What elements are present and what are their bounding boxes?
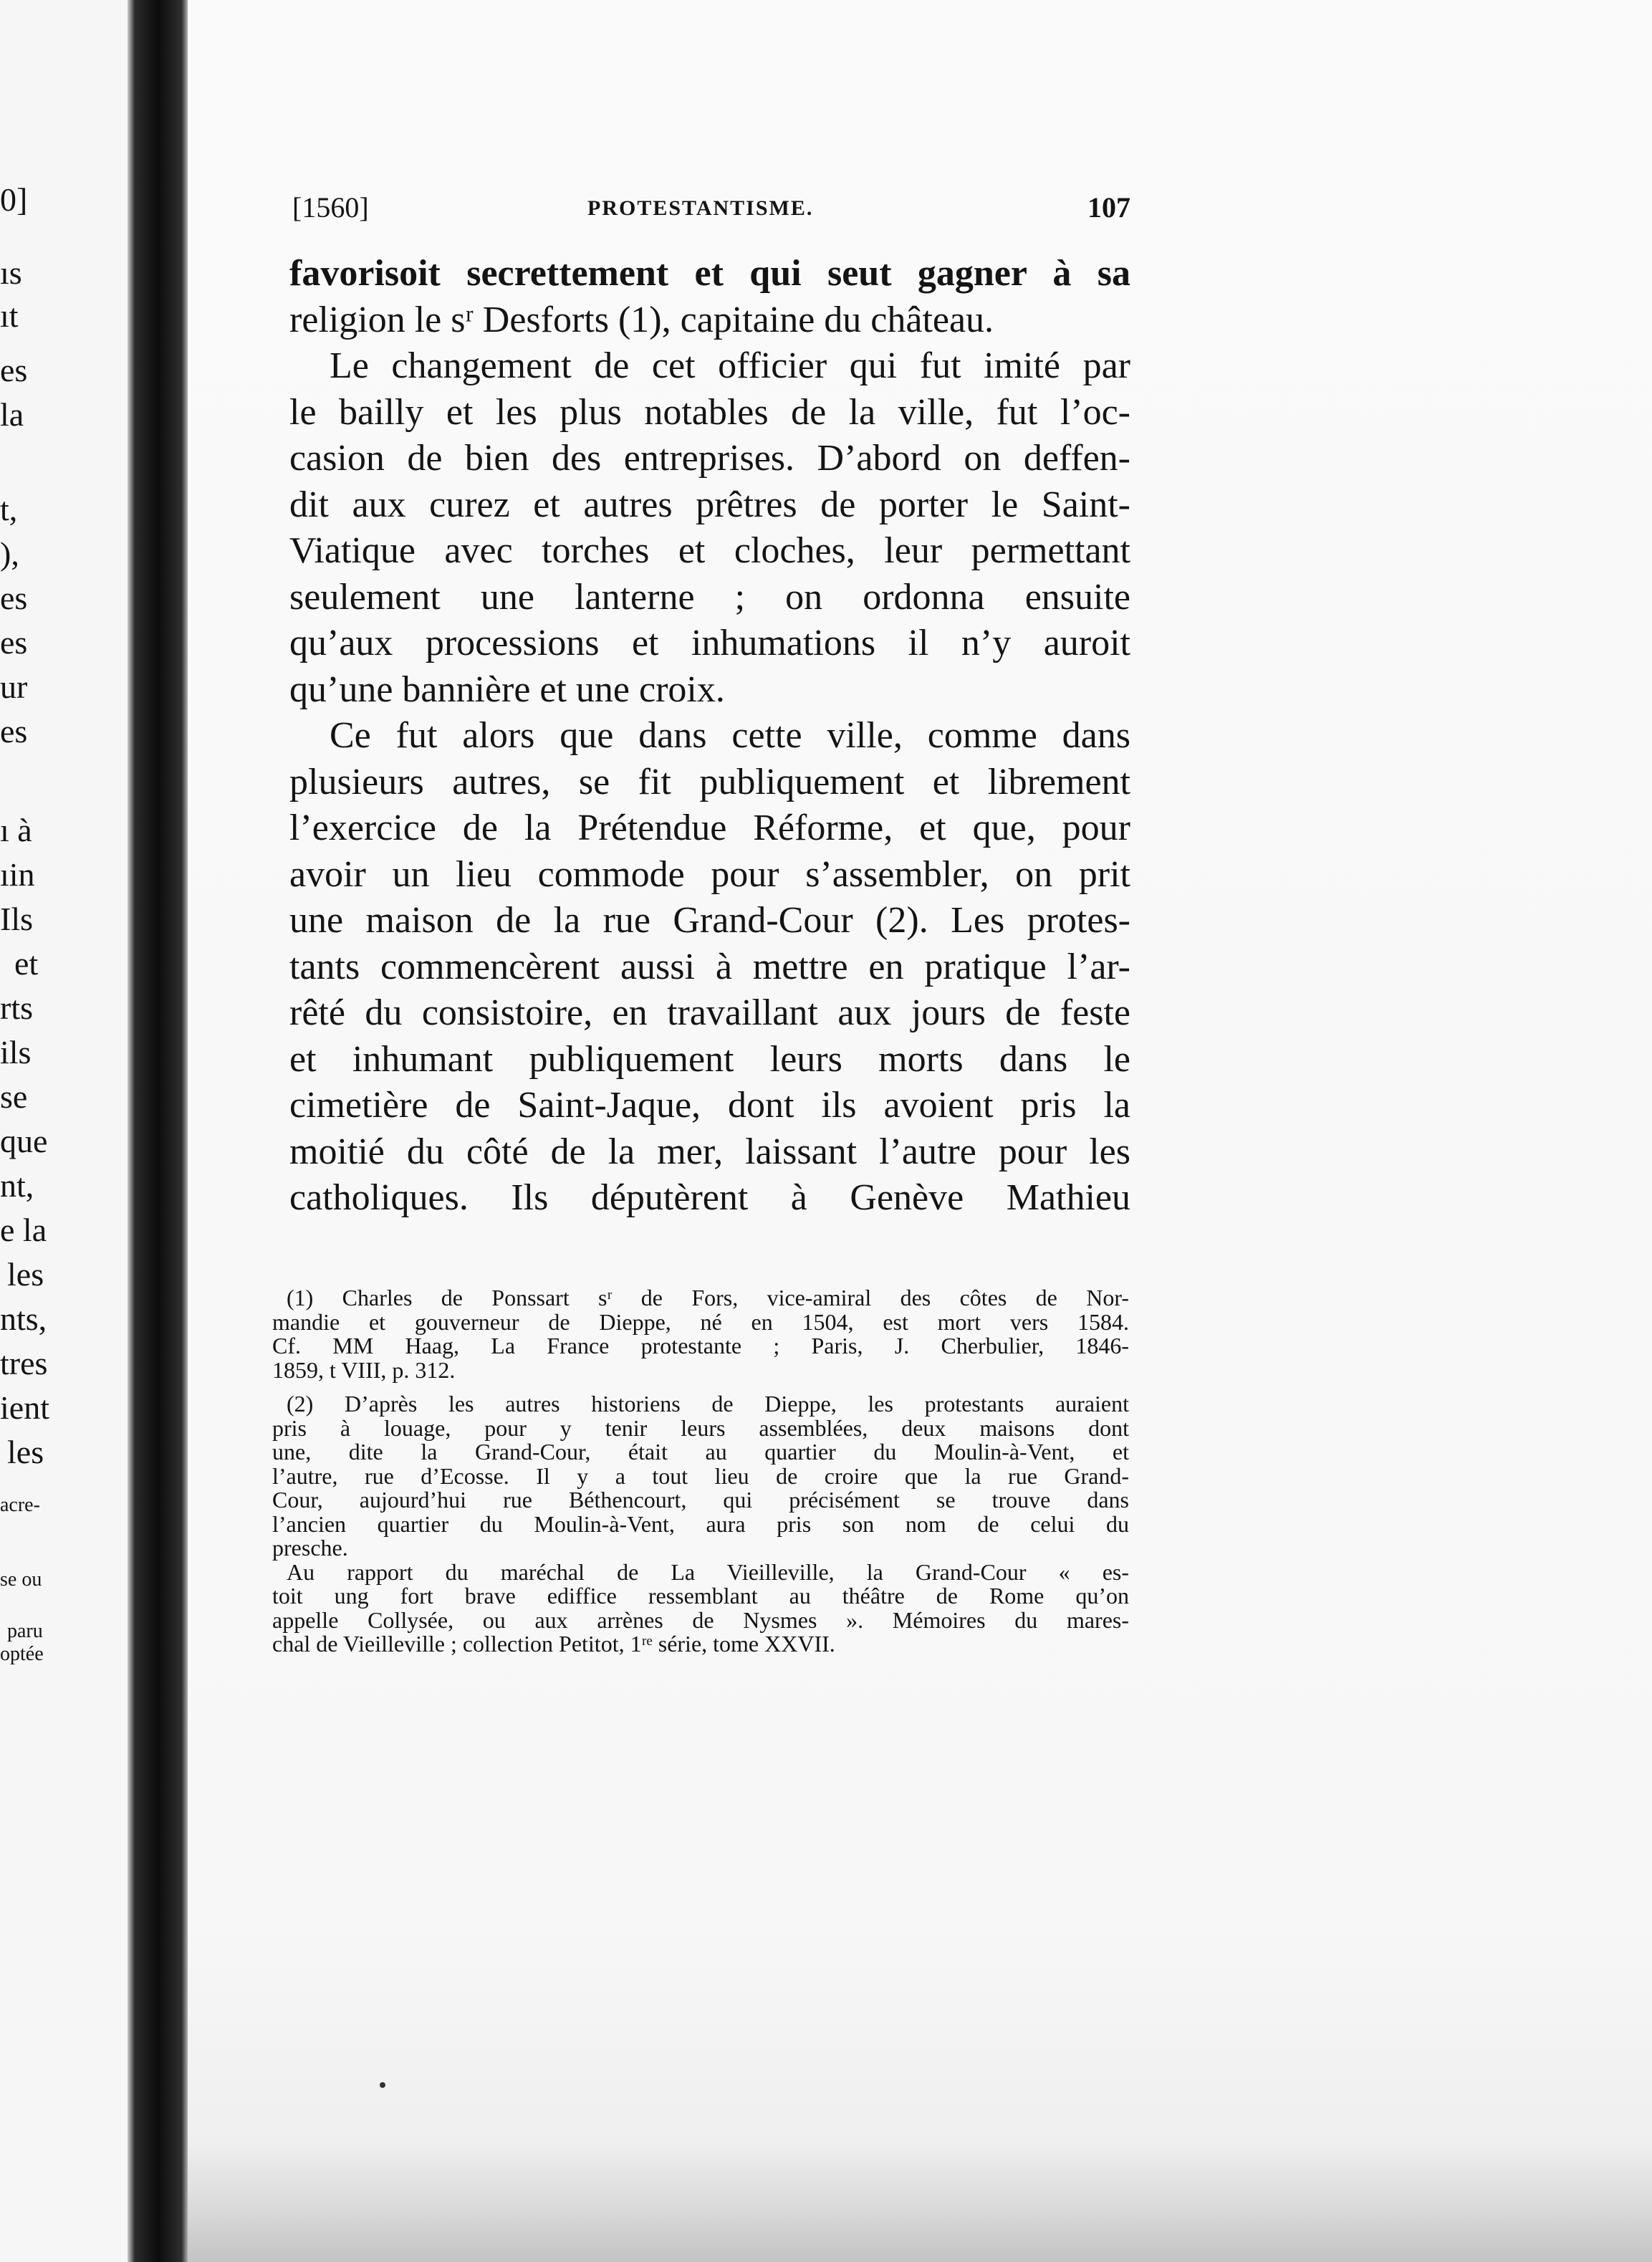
left-fragment: es (0, 580, 28, 616)
left-fragment: ıs (0, 254, 22, 291)
footnote-line: Cf. MM Haag, La France protestante ; Paris, J. Cherbulier, 1846- (272, 1333, 1129, 1358)
left-fragment: es (0, 624, 28, 661)
footnote-line: l’autre, rue d’Ecosse. Il y a tout lieu de croire que la rue Grand- (272, 1462, 1129, 1489)
left-fragment: rts (0, 989, 33, 1026)
footnote-line: chal de Vieilleville ; collection Petitot, 1ʳᵉ série, tome XXVII. (272, 1631, 835, 1657)
text-line: moitié du côté de la mer, laissant l’autre pour les (289, 1131, 1130, 1172)
text-line: l’exercice de la Prétendue Réforme, et que, pour (289, 807, 1130, 848)
left-fragment: t, (0, 491, 18, 527)
text-line: religion le sʳ Desforts (1), capitaine du château. (289, 299, 994, 340)
left-fragment: es (0, 352, 28, 388)
left-fragment: ı à (0, 812, 32, 848)
text-line: dit aux curez et autres prêtres de porter le Saint- (289, 484, 1130, 525)
book-spine-gutter (128, 0, 189, 2262)
footnotes (272, 1286, 1129, 1657)
left-fragment: ıin (0, 856, 35, 893)
text-line: seulement une lanterne ; on ordonna ensuite (289, 576, 1130, 618)
left-fragment: nts, (0, 1300, 47, 1337)
left-fragment: optée (0, 1643, 44, 1665)
footnote-line: appelle Collysée, ou aux arrènes de Nysmes ». Mémoires du mares- (272, 1606, 1129, 1633)
footnote-line: presche. (272, 1535, 348, 1561)
left-fragment: se ou (0, 1568, 42, 1591)
left-fragment: ), (0, 535, 19, 572)
text-line: Ce fut alors que dans cette ville, comme dans (330, 715, 1130, 756)
text-line: qu’une bannière et une croix. (289, 668, 725, 710)
left-fragment: se (0, 1078, 28, 1115)
footnote-line: (1) Charles de Ponssart sʳ de Fors, vice-amiral des côtes de Nor- (287, 1285, 1129, 1310)
text-line: Viatique avec torches et cloches, leur permettant (289, 530, 1130, 571)
left-fragment: que (0, 1123, 48, 1159)
footnote-line: l’ancien quartier du Moulin-à-Vent, aura pris son nom de celui du (272, 1510, 1129, 1537)
text-line: tants commencèrent aussi à mettre en pratique l’ar- (289, 946, 1130, 987)
text-line: catholiques. Ils députèrent à Genève Mathieu (289, 1177, 1130, 1218)
left-page-edge (0, 0, 129, 2262)
text-line: casion de bien des entreprises. D’abord on deffen- (289, 438, 1130, 479)
footnote-1 (272, 1286, 1129, 1382)
left-fragment: tres (0, 1345, 48, 1381)
left-fragment: la (0, 396, 24, 433)
text-line: une maison de la rue Grand-Cour (2). Les protes- (289, 900, 1130, 941)
footnote-line: (2) D’après les autres historiens de Dieppe, les protestants auraient (287, 1391, 1129, 1417)
footnote-line: pris à louage, pour y tenir leurs assemblées, deux maisons dont (272, 1414, 1129, 1441)
footnote-2 (272, 1392, 1129, 1561)
text-line: plusieurs autres, se fit publiquement et librement (289, 761, 1130, 802)
left-fragment: paru (7, 1620, 43, 1642)
text-line: rêté du consistoire, en travaillant aux jours de feste (289, 992, 1130, 1033)
footnote-line: Au rapport du maréchal de La Vieilleville, la Grand-Cour « es- (287, 1558, 1129, 1585)
footnote-2-continuation (272, 1558, 1129, 1657)
footnote-line: 1859, t VIII, p. 312. (272, 1356, 456, 1383)
footnote-line: une, dite la Grand-Cour, était au quartier du Moulin-à-Vent, et (272, 1439, 1129, 1465)
body-text (289, 251, 1130, 1222)
left-fragment: e la (0, 1212, 47, 1248)
left-fragment: ils (0, 1034, 32, 1070)
left-fragment: Ils (0, 901, 33, 937)
left-fragment: ıt (0, 297, 19, 334)
left-fragment: nt, (0, 1167, 34, 1204)
page-bottom-shadow (188, 2142, 1652, 2262)
left-fragment: les (7, 1256, 44, 1293)
page-number: 107 (1087, 191, 1130, 224)
left-fragment: ient (0, 1389, 49, 1426)
text-line: le bailly et les plus notables de la ville, fut l’oc- (289, 391, 1130, 433)
left-fragment: les (7, 1434, 44, 1470)
ink-speck (380, 2082, 385, 2088)
left-fragment: ur (0, 668, 28, 705)
text-line: qu’aux processions et inhumations il n’y auroit (289, 623, 1130, 663)
left-fragment: et (14, 945, 39, 982)
text-line: favorisoit secrettement et qui seut gagner à sa (289, 253, 1130, 294)
text-line: et inhumant publiquement leurs morts dans le (289, 1038, 1130, 1080)
left-fragment: acre- (0, 1494, 40, 1516)
footnote-line: Cour, aujourd’hui rue Béthencourt, qui précisément se trouve dans (272, 1487, 1129, 1513)
text-line: Le changement de cet officier qui fut imité par (330, 345, 1130, 386)
footnote-line: toit ung fort brave ediffice ressemblant au théâtre de Rome qu’on (272, 1583, 1129, 1609)
text-line: cimetière de Saint-Jaque, dont ils avoient pris la (289, 1085, 1130, 1126)
running-header-title: PROTESTANTISME. (587, 196, 814, 220)
running-header-year: [1560] (292, 191, 369, 224)
text-line: avoir un lieu commode pour s’assembler, on prit (289, 853, 1130, 895)
left-fragment: es (0, 713, 28, 749)
footnote-line: mandie et gouverneur de Dieppe, né en 1504, est mort vers 1584. (272, 1308, 1129, 1335)
left-fragment: 0] (0, 181, 28, 218)
